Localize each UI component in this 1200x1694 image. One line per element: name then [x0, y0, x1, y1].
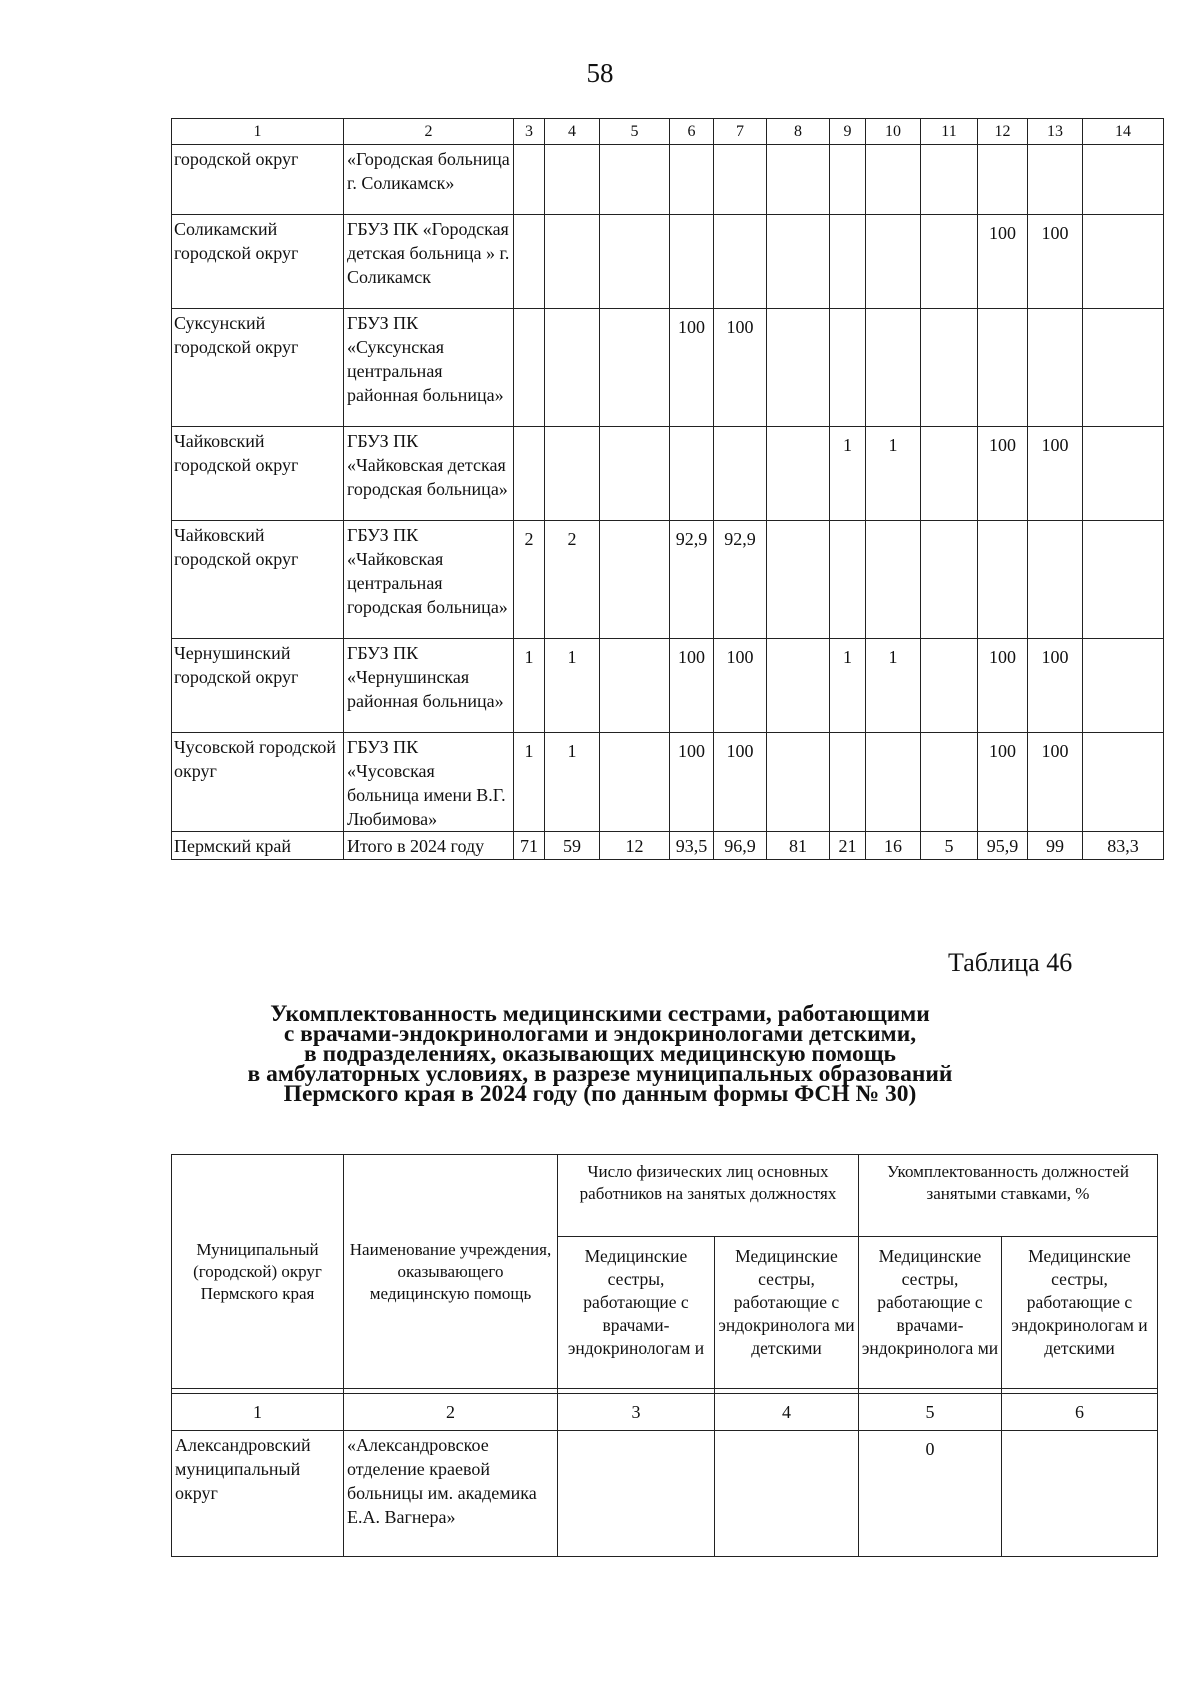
value-cell	[514, 309, 545, 427]
value-cell	[830, 145, 866, 215]
value-cell: 1	[830, 427, 866, 521]
value-cell	[600, 215, 670, 309]
value-cell	[1083, 639, 1164, 733]
col-number: 9	[830, 119, 866, 145]
title-line: Укомплектованность медицинскими сестрами, работающими	[270, 1001, 930, 1027]
institution-cell: ГБУЗ ПК «Чернушинская районная больница»	[344, 639, 514, 733]
value-cell	[514, 215, 545, 309]
institution-cell: ГБУЗ ПК «Суксунская центральная районная больница»	[344, 309, 514, 427]
value-cell: 100	[978, 733, 1028, 832]
total-value: 5	[921, 832, 978, 860]
value-cell: 1	[545, 733, 600, 832]
col-number: 10	[866, 119, 921, 145]
value-cell: 1	[514, 733, 545, 832]
col-number: 5	[600, 119, 670, 145]
value-cell: 100	[1028, 427, 1083, 521]
value-cell: 100	[714, 733, 767, 832]
col-number: 4	[545, 119, 600, 145]
value-cell	[978, 145, 1028, 215]
value-cell	[921, 521, 978, 639]
value-cell	[600, 733, 670, 832]
total-value: 83,3	[1083, 832, 1164, 860]
col-number: 2	[344, 1394, 558, 1431]
value-cell	[866, 145, 921, 215]
district-cell: Чусовской городской округ	[172, 733, 344, 832]
district-cell: Чернушинский городской округ	[172, 639, 344, 733]
value-cell: 100	[670, 733, 714, 832]
value-cell: 100	[1028, 733, 1083, 832]
value-cell	[714, 427, 767, 521]
value-cell: 1	[866, 427, 921, 521]
value-cell	[545, 427, 600, 521]
value-cell: 92,9	[670, 521, 714, 639]
value-cell	[600, 639, 670, 733]
value-cell	[1028, 309, 1083, 427]
value-cell: 1	[830, 639, 866, 733]
table-row	[172, 521, 1164, 639]
institution-cell: ГБУЗ ПК «Чайковская детская городская больница»	[344, 427, 514, 521]
value-cell	[600, 145, 670, 215]
value-cell	[1028, 521, 1083, 639]
header-sub-3: Медицинские сестры, работающие с врачами-эндокринологам и	[558, 1237, 715, 1389]
value-cell	[921, 309, 978, 427]
district-cell: Александровский муниципальный округ	[172, 1431, 344, 1557]
district-cell: Суксунский городской округ	[172, 309, 344, 427]
table-row	[172, 639, 1164, 733]
value-cell: 100	[978, 639, 1028, 733]
col-number: 3	[514, 119, 545, 145]
value-cell: 100	[670, 639, 714, 733]
value-cell	[545, 309, 600, 427]
value-cell	[1028, 145, 1083, 215]
value-cell	[714, 215, 767, 309]
value-cell	[866, 309, 921, 427]
value-cell	[714, 145, 767, 215]
total-row	[172, 832, 1164, 860]
value-cell	[670, 215, 714, 309]
value-cell	[767, 215, 830, 309]
total-value: 99	[1028, 832, 1083, 860]
col-number: 1	[172, 1394, 344, 1431]
value-cell	[1083, 733, 1164, 832]
total-value: 21	[830, 832, 866, 860]
table-title	[150, 1001, 1050, 1107]
title-line: Пермского края в 2024 году (по данным формы ФСН № 30)	[283, 1081, 917, 1107]
value-cell	[767, 309, 830, 427]
col-number: 1	[172, 119, 344, 145]
value-cell	[558, 1431, 715, 1557]
value-cell	[921, 427, 978, 521]
table-row	[172, 309, 1164, 427]
total-label: Итого в 2024 году	[344, 832, 514, 860]
value-cell	[767, 733, 830, 832]
value-cell	[1083, 309, 1164, 427]
page-number: 58	[586, 58, 614, 88]
value-cell	[767, 427, 830, 521]
value-cell	[1083, 145, 1164, 215]
table-label: Таблица 46	[948, 948, 1073, 977]
value-cell	[921, 733, 978, 832]
value-cell	[715, 1431, 859, 1557]
value-cell: 2	[514, 521, 545, 639]
col-number: 6	[1002, 1394, 1158, 1431]
total-value: 16	[866, 832, 921, 860]
value-cell	[767, 521, 830, 639]
title-line: с врачами-эндокринологами и эндокринологами детскими,	[283, 1021, 917, 1047]
col-number: 11	[921, 119, 978, 145]
value-cell	[866, 521, 921, 639]
value-cell	[600, 521, 670, 639]
value-cell: 100	[1028, 639, 1083, 733]
table-row	[172, 215, 1164, 309]
value-cell	[514, 145, 545, 215]
value-cell: 0	[859, 1431, 1002, 1557]
institution-cell: ГБУЗ ПК «Чайковская центральная городская больница»	[344, 521, 514, 639]
col-number: 8	[767, 119, 830, 145]
value-cell	[921, 215, 978, 309]
value-cell	[545, 145, 600, 215]
institution-cell: ГБУЗ ПК «Чусовская больница имени В.Г. Любимова»	[344, 733, 514, 832]
table-46	[171, 1154, 1158, 1557]
value-cell	[1002, 1431, 1158, 1557]
district-cell: Соликамский городской округ	[172, 215, 344, 309]
value-cell: 1	[514, 639, 545, 733]
value-cell: 1	[866, 639, 921, 733]
value-cell	[1083, 427, 1164, 521]
value-cell	[670, 145, 714, 215]
col-number: 7	[714, 119, 767, 145]
table-row	[172, 427, 1164, 521]
district-cell: Чайковский городской округ	[172, 427, 344, 521]
col-number: 13	[1028, 119, 1083, 145]
district-cell: городской округ	[172, 145, 344, 215]
column-number-row	[172, 119, 1164, 145]
col-number: 4	[715, 1394, 859, 1431]
institution-cell: ГБУЗ ПК «Городская детская больница » г. Соликамск	[344, 215, 514, 309]
header-group-count: Число физических лиц основных работников на занятых должностях	[558, 1155, 859, 1237]
value-cell	[767, 145, 830, 215]
value-cell	[600, 309, 670, 427]
value-cell: 1	[545, 639, 600, 733]
total-value: 59	[545, 832, 600, 860]
table-row	[172, 145, 1164, 215]
value-cell	[514, 427, 545, 521]
value-cell	[921, 145, 978, 215]
value-cell	[670, 427, 714, 521]
value-cell	[545, 215, 600, 309]
value-cell	[830, 215, 866, 309]
value-cell: 100	[1028, 215, 1083, 309]
value-cell	[978, 521, 1028, 639]
value-cell	[830, 521, 866, 639]
col-number: 2	[344, 119, 514, 145]
district-cell: Чайковский городской округ	[172, 521, 344, 639]
total-value: 96,9	[714, 832, 767, 860]
col-number: 3	[558, 1394, 715, 1431]
col-number: 12	[978, 119, 1028, 145]
total-value: 71	[514, 832, 545, 860]
value-cell	[767, 639, 830, 733]
value-cell	[866, 215, 921, 309]
value-cell: 100	[714, 309, 767, 427]
value-cell	[830, 309, 866, 427]
value-cell: 92,9	[714, 521, 767, 639]
header-district: Муниципальный (городской) округ Пермского края	[172, 1155, 344, 1389]
value-cell: 2	[545, 521, 600, 639]
header-group-staffing: Укомплектованность должностей занятыми ставками, %	[859, 1155, 1158, 1237]
total-value: 12	[600, 832, 670, 860]
total-district: Пермский край	[172, 832, 344, 860]
value-cell	[1083, 215, 1164, 309]
value-cell	[600, 427, 670, 521]
col-number: 6	[670, 119, 714, 145]
value-cell: 100	[714, 639, 767, 733]
value-cell	[1083, 521, 1164, 639]
value-cell: 100	[670, 309, 714, 427]
header-sub-4: Медицинские сестры, работающие с эндокринолога ми детскими	[715, 1237, 859, 1389]
value-cell	[830, 733, 866, 832]
table-row	[172, 733, 1164, 832]
institution-cell: «Городская больница г. Соликамск»	[344, 145, 514, 215]
value-cell	[921, 639, 978, 733]
total-value: 81	[767, 832, 830, 860]
title-line: в подразделениях, оказывающих медицинскую помощь	[304, 1041, 896, 1067]
title-line: в амбулаторных условиях, в разрезе муниципальных образований	[247, 1061, 953, 1087]
value-cell: 100	[978, 215, 1028, 309]
header-sub-5: Медицинские сестры, работающие с врачами-эндокринолога ми	[859, 1237, 1002, 1389]
total-value: 93,5	[670, 832, 714, 860]
institution-cell: «Александровское отделение краевой больницы им. академика Е.А. Вагнера»	[344, 1431, 558, 1557]
total-value: 95,9	[978, 832, 1028, 860]
value-cell	[866, 733, 921, 832]
table-row	[172, 1431, 1158, 1557]
value-cell	[978, 309, 1028, 427]
col-number: 5	[859, 1394, 1002, 1431]
table-continued	[171, 118, 1164, 860]
col-number: 14	[1083, 119, 1164, 145]
value-cell: 100	[978, 427, 1028, 521]
header-sub-6: Медицинские сестры, работающие с эндокринологам и детскими	[1002, 1237, 1158, 1389]
header-institution: Наименование учреждения, оказывающего медицинскую помощь	[344, 1155, 558, 1389]
